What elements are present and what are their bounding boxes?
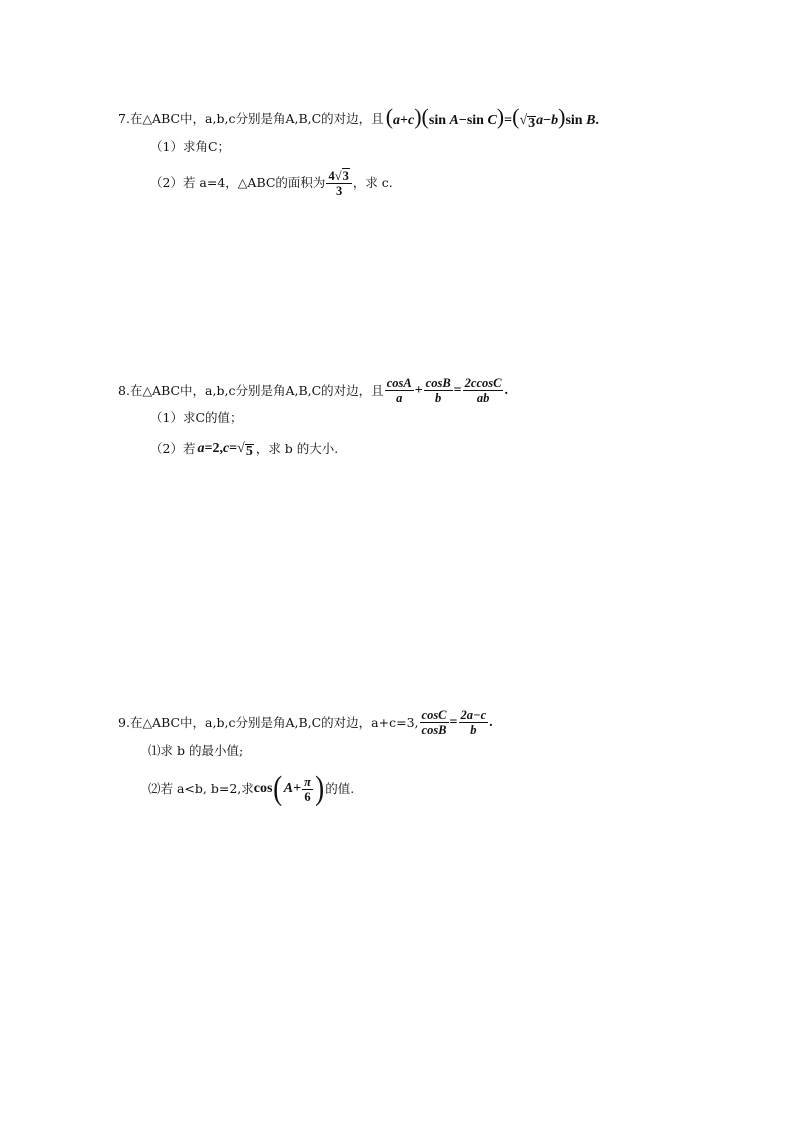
problem-8-part-1: （1）求C的值；	[150, 410, 243, 425]
problem-8-stem: 8. 在△ABC中，a,b,c分别是角A,B,C的对边，且 $\frac{\cos A}{a}$ + $\frac{\cos B}{b}$ = $\frac{2ccosC}{ab}$ .	[118, 376, 508, 405]
problem-number: 7.	[118, 110, 130, 126]
fraction: $\frac{2a-c}{b}$	[460, 708, 487, 737]
equation: cos ( A + $\frac{\pi}{6}$ )	[253, 770, 325, 807]
problem-text: 在△ABC中，a,b,c分别是角A,B,C的对边，a+c=3,	[129, 714, 419, 730]
problem-number: 9.	[118, 714, 130, 730]
fraction: $\frac{2ccosC}{ab}$	[464, 376, 502, 405]
problem-7-part-2: （2）若 a=4，△ABC的面积为 4 √ 3 3 ，求 c.	[150, 169, 393, 198]
problem-7-stem	[118, 106, 599, 131]
problem-7-part-1: （1）求角C；	[150, 139, 231, 154]
problem-number: 8.	[118, 382, 130, 398]
equation: (a+c)(sin A−sin C)=( √ 3 a−b)sin B.	[385, 104, 599, 131]
problem-9-part-1: ⑴求 b 的最小值;	[148, 743, 244, 758]
problem-9-stem: 9. 在△ABC中，a,b,c分别是角A,B,C的对边，a+c=3, $\frac{\cos C}{\cos B}$ = $\frac{2a-c}{b}$ .	[118, 708, 493, 737]
problem-text: 在△ABC中，a,b,c分别是角A,B,C的对边，且	[129, 110, 384, 126]
problem-9-part-2: ⑵若 a<b, b=2,求 cos ( A + $\frac{\pi}{6}$ ) 的值.	[148, 770, 355, 807]
problem-text: 在△ABC中，a,b,c分别是角A,B,C的对边，且	[129, 382, 384, 398]
equation: a=2,c= √ 5	[197, 441, 253, 459]
problem-8-part-2: （2）若 a=2,c= √ 5 ，求 b 的大小.	[150, 441, 339, 459]
fraction: $\frac{\cos A}{a}$	[386, 376, 412, 405]
area-fraction: 4 √ 3 3	[326, 168, 351, 198]
fraction: $\frac{\cos B}{b}$	[425, 376, 451, 405]
fraction: $\frac{\cos C}{\cos B}$	[421, 708, 447, 737]
